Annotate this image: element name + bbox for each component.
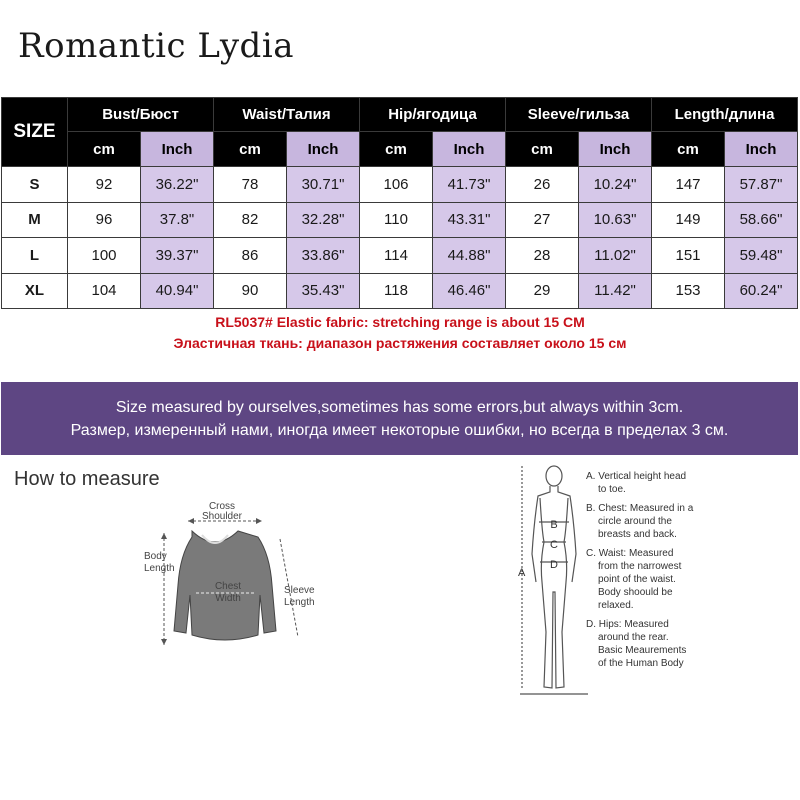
table-cell: 104 bbox=[68, 273, 141, 309]
table-cell: 37.8" bbox=[141, 202, 214, 238]
unit-inch-header: Inch bbox=[433, 132, 506, 167]
table-row bbox=[2, 202, 798, 238]
table-cell: 40.94" bbox=[141, 273, 214, 309]
group-header-waist: Waist/Талия bbox=[214, 98, 360, 132]
table-cell: 147 bbox=[652, 167, 725, 203]
table-cell: 151 bbox=[652, 238, 725, 274]
legend-line: Body shoould be bbox=[598, 587, 673, 598]
measurement-disclaimer-banner bbox=[1, 382, 798, 455]
body-length-label-2: Length bbox=[144, 563, 175, 574]
table-cell: 149 bbox=[652, 202, 725, 238]
table-cell: 59.48" bbox=[725, 238, 798, 274]
table-cell: 153 bbox=[652, 273, 725, 309]
legend-line: breasts and back. bbox=[598, 529, 677, 540]
legend-line: circle around the bbox=[598, 516, 672, 527]
size-header: SIZE bbox=[2, 98, 68, 167]
size-cell: L bbox=[2, 238, 68, 274]
table-cell: 41.73" bbox=[433, 167, 506, 203]
brand-logo: Romantic Lydia bbox=[18, 26, 294, 66]
table-cell: 118 bbox=[360, 273, 433, 309]
table-cell: 114 bbox=[360, 238, 433, 274]
legend-line: D. Hips: Measured bbox=[586, 619, 669, 630]
legend-line: Basic Meaurements bbox=[598, 645, 687, 656]
table-cell: 26 bbox=[506, 167, 579, 203]
table-cell: 46.46" bbox=[433, 273, 506, 309]
fabric-note-russian: Эластичная ткань: диапазон растяжения составляет около 15 см bbox=[173, 335, 627, 351]
body-length-label-1: Body bbox=[144, 551, 167, 562]
body-letter-c: C bbox=[550, 539, 558, 551]
body-letter-b: B bbox=[550, 519, 558, 531]
unit-cm-header: cm bbox=[68, 132, 141, 167]
table-cell: 11.42" bbox=[579, 273, 652, 309]
table-cell: 10.63" bbox=[579, 202, 652, 238]
table-cell: 11.02" bbox=[579, 238, 652, 274]
unit-cm-header: cm bbox=[506, 132, 579, 167]
legend-item-a bbox=[586, 470, 706, 496]
table-cell: 30.71" bbox=[287, 167, 360, 203]
table-header-row bbox=[2, 98, 798, 132]
legend-line: to toe. bbox=[598, 484, 626, 495]
legend-item-c bbox=[586, 547, 706, 612]
table-cell: 39.37" bbox=[141, 238, 214, 274]
sleeve-length-label-1: Sleeve bbox=[284, 585, 315, 596]
legend-line: A. Vertical height head bbox=[586, 471, 687, 482]
table-cell: 44.88" bbox=[433, 238, 506, 274]
chest-width-label-1: Chest bbox=[214, 581, 242, 592]
body-letter-d: D bbox=[550, 559, 558, 571]
table-cell: 90 bbox=[214, 273, 287, 309]
legend-line: point of the waist. bbox=[598, 574, 676, 585]
cross-shoulder-label-2: Shoulder bbox=[201, 511, 243, 522]
body-letter-a: A bbox=[518, 567, 526, 579]
legend-item-d bbox=[586, 618, 706, 670]
table-cell: 96 bbox=[68, 202, 141, 238]
table-cell: 10.24" bbox=[579, 167, 652, 203]
table-cell: 110 bbox=[360, 202, 433, 238]
legend-line: around the rear. bbox=[598, 632, 669, 643]
group-header-hip: Hip/ягодица bbox=[360, 98, 506, 132]
table-cell: 28 bbox=[506, 238, 579, 274]
table-row bbox=[2, 273, 798, 309]
table-row bbox=[2, 238, 798, 274]
table-cell: 100 bbox=[68, 238, 141, 274]
table-cell: 35.43" bbox=[287, 273, 360, 309]
unit-header-row bbox=[2, 132, 798, 167]
legend-line: relaxed. bbox=[598, 600, 634, 611]
size-chart-table bbox=[1, 97, 798, 309]
size-cell: M bbox=[2, 202, 68, 238]
unit-inch-header: Inch bbox=[725, 132, 798, 167]
legend-line: of the Human Body bbox=[598, 658, 684, 669]
fabric-note bbox=[0, 312, 800, 354]
table-cell: 58.66" bbox=[725, 202, 798, 238]
group-header-bust: Bust/Бюст bbox=[68, 98, 214, 132]
table-cell: 86 bbox=[214, 238, 287, 274]
body-measurement-diagram bbox=[518, 462, 590, 704]
group-header-length: Length/длина bbox=[652, 98, 798, 132]
table-cell: 36.22" bbox=[141, 167, 214, 203]
disclaimer-russian: Размер, измеренный нами, иногда имеет некоторые ошибки, но всегда в пределах 3 см. bbox=[70, 422, 729, 439]
unit-inch-header: Inch bbox=[141, 132, 214, 167]
unit-inch-header: Inch bbox=[579, 132, 652, 167]
table-cell: 82 bbox=[214, 202, 287, 238]
size-cell: XL bbox=[2, 273, 68, 309]
table-row bbox=[2, 167, 798, 203]
table-cell: 32.28" bbox=[287, 202, 360, 238]
table-cell: 29 bbox=[506, 273, 579, 309]
unit-cm-header: cm bbox=[360, 132, 433, 167]
fabric-note-english: RL5037# Elastic fabric: stretching range is about 15 CM bbox=[215, 314, 585, 330]
unit-cm-header: cm bbox=[214, 132, 287, 167]
unit-inch-header: Inch bbox=[287, 132, 360, 167]
size-cell: S bbox=[2, 167, 68, 203]
legend-line: B. Chest: Measured in a bbox=[586, 503, 694, 514]
legend-line: C. Waist: Measured bbox=[586, 548, 674, 559]
measurement-legend bbox=[586, 470, 706, 676]
cross-shoulder-label-1: Cross bbox=[208, 501, 236, 512]
table-cell: 92 bbox=[68, 167, 141, 203]
shirt-measurement-diagram bbox=[130, 495, 330, 665]
how-to-measure-heading: How to measure bbox=[14, 468, 160, 490]
legend-line: from the narrowest bbox=[598, 561, 682, 572]
table-cell: 27 bbox=[506, 202, 579, 238]
table-cell: 106 bbox=[360, 167, 433, 203]
group-header-sleeve: Sleeve/гильза bbox=[506, 98, 652, 132]
sleeve-length-label-2: Length bbox=[284, 597, 315, 608]
chest-width-label-2: Width bbox=[215, 593, 241, 604]
table-cell: 78 bbox=[214, 167, 287, 203]
disclaimer-english: Size measured by ourselves,sometimes has some errors,but always within 3cm. bbox=[115, 399, 684, 416]
table-cell: 57.87" bbox=[725, 167, 798, 203]
unit-cm-header: cm bbox=[652, 132, 725, 167]
legend-item-b bbox=[586, 502, 706, 541]
table-cell: 33.86" bbox=[287, 238, 360, 274]
table-cell: 43.31" bbox=[433, 202, 506, 238]
table-cell: 60.24" bbox=[725, 273, 798, 309]
